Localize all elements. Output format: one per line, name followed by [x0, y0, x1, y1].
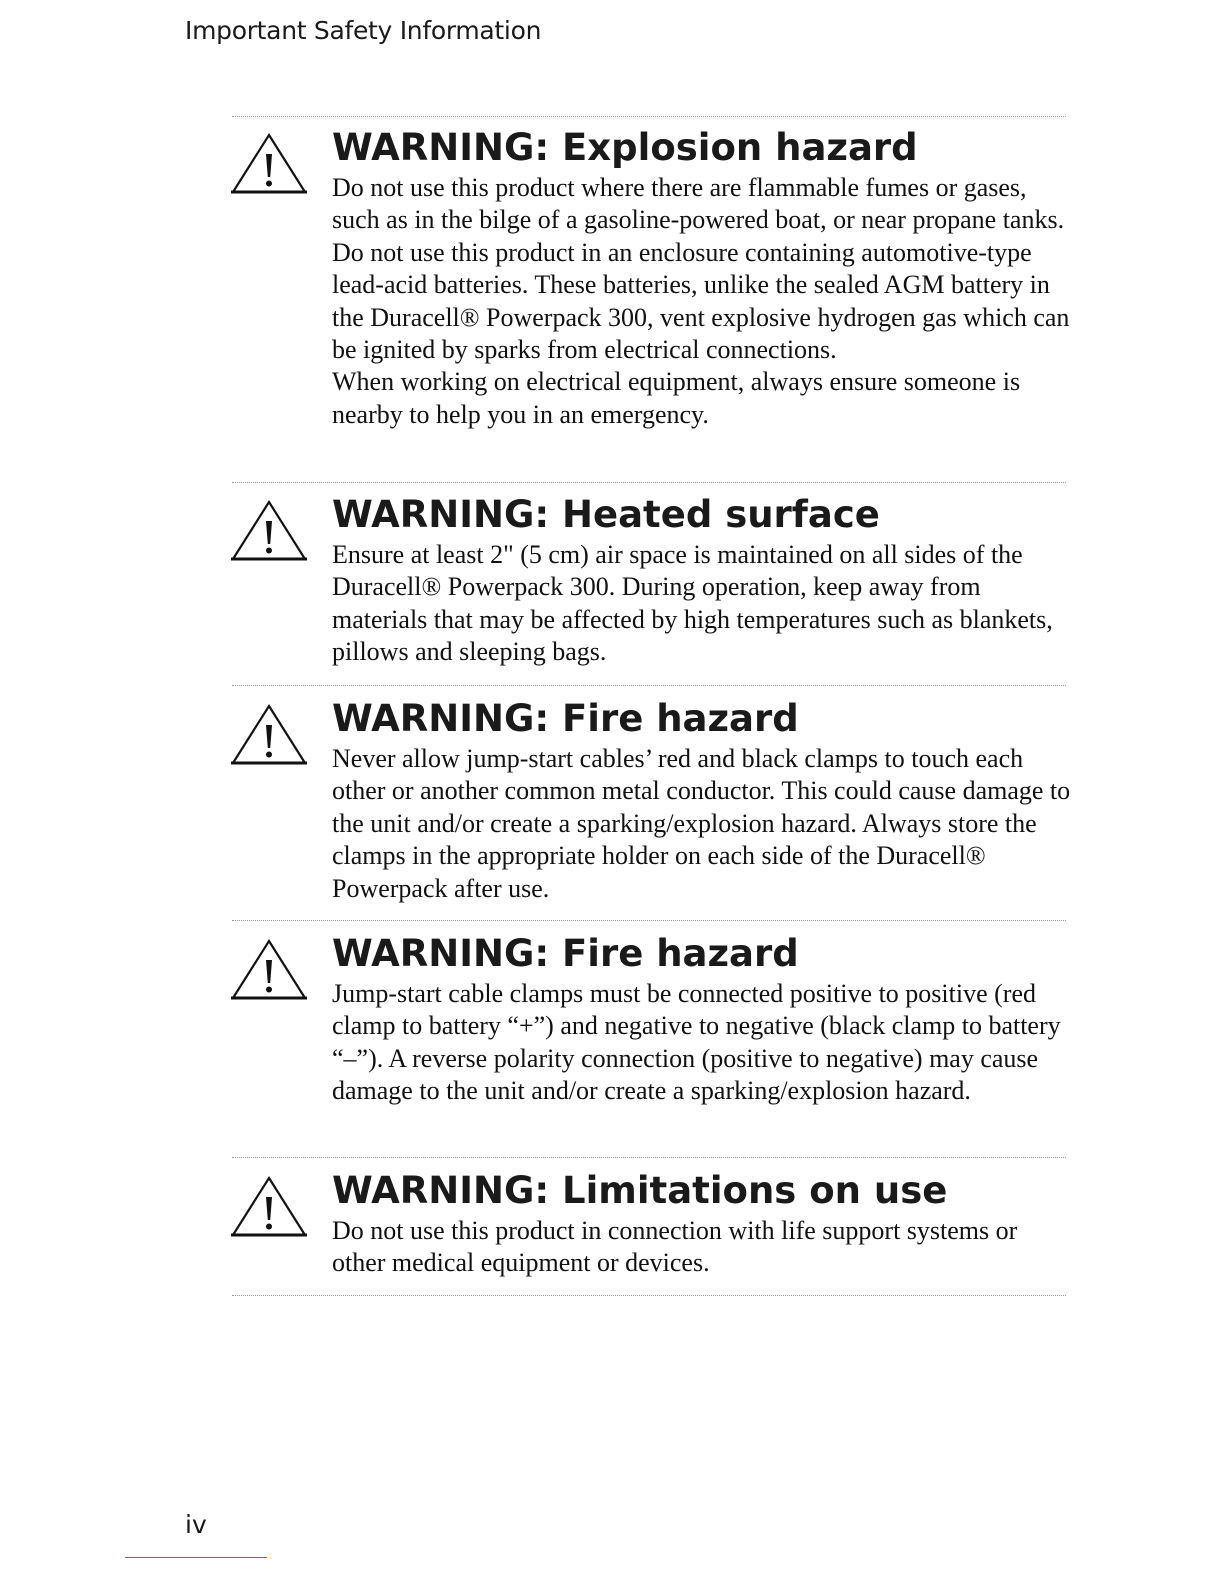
warning-title: WARNING: Limitations on use [332, 1169, 948, 1212]
section-divider [232, 1295, 1066, 1296]
warning-title: WARNING: Heated surface [332, 493, 880, 536]
warning-triangle-icon [230, 938, 308, 1004]
warning-paragraph: When working on electrical equipment, always ensure someone is nearby to help you in an emergency. [332, 367, 1021, 429]
warning-paragraph: Do not use this product in connection with life support systems or other medical equipment or devices. [332, 1216, 1018, 1278]
warning-paragraph: Jump-start cable clamps must be connected positive to positive (red clamp to battery “+”) and negative to negative (black clamp to battery “–”). A reverse polarity connection (positive to negative) may cause damage to the unit and/or create a sparking/explosion hazard. [332, 979, 1061, 1106]
section-divider [232, 920, 1066, 921]
warning-triangle-icon [230, 703, 308, 769]
warning-triangle-icon [230, 1175, 308, 1241]
warning-body [332, 978, 1072, 1108]
warning-body [332, 743, 1072, 905]
section-divider [232, 482, 1066, 483]
warning-paragraph: Do not use this product where there are flammable fumes or gases, such as in the bilge of a gasoline-powered boat, or near propane tanks. Do not use this product in an enclosure containing automotive-type lead-acid batteries. These batteries, unlike the sealed AGM battery in the Duracell® Powerpack 300, vent explosive hydrogen gas which can be ignited by sparks from electrical connections. [332, 173, 1070, 365]
warning-title: WARNING: Fire hazard [332, 697, 799, 740]
footer-line [125, 1557, 267, 1558]
warning-body [332, 172, 1072, 431]
section-divider [232, 116, 1066, 117]
warning-triangle-icon [230, 132, 308, 198]
warning-body [332, 539, 1072, 669]
section-divider [232, 1157, 1066, 1158]
warning-title: WARNING: Explosion hazard [332, 126, 918, 169]
warning-title: WARNING: Fire hazard [332, 932, 799, 975]
running-header: Important Safety Information [185, 16, 542, 45]
section-divider [232, 685, 1066, 686]
page-number: iv [185, 1510, 207, 1539]
warning-triangle-icon [230, 499, 308, 565]
warning-paragraph: Ensure at least 2" (5 cm) air space is maintained on all sides of the Duracell® Powerpack 300. During operation, keep away from materials that may be affected by high temperatures such as blankets, pillows and sleeping bags. [332, 540, 1053, 667]
warning-body [332, 1215, 1072, 1280]
warning-paragraph: Never allow jump-start cables’ red and black clamps to touch each other or another common metal conductor. This could cause damage to the unit and/or create a sparking/explosion hazard. Always store the clamps in the appropriate holder on each side of the Duracell® Powerpack after use. [332, 744, 1071, 903]
